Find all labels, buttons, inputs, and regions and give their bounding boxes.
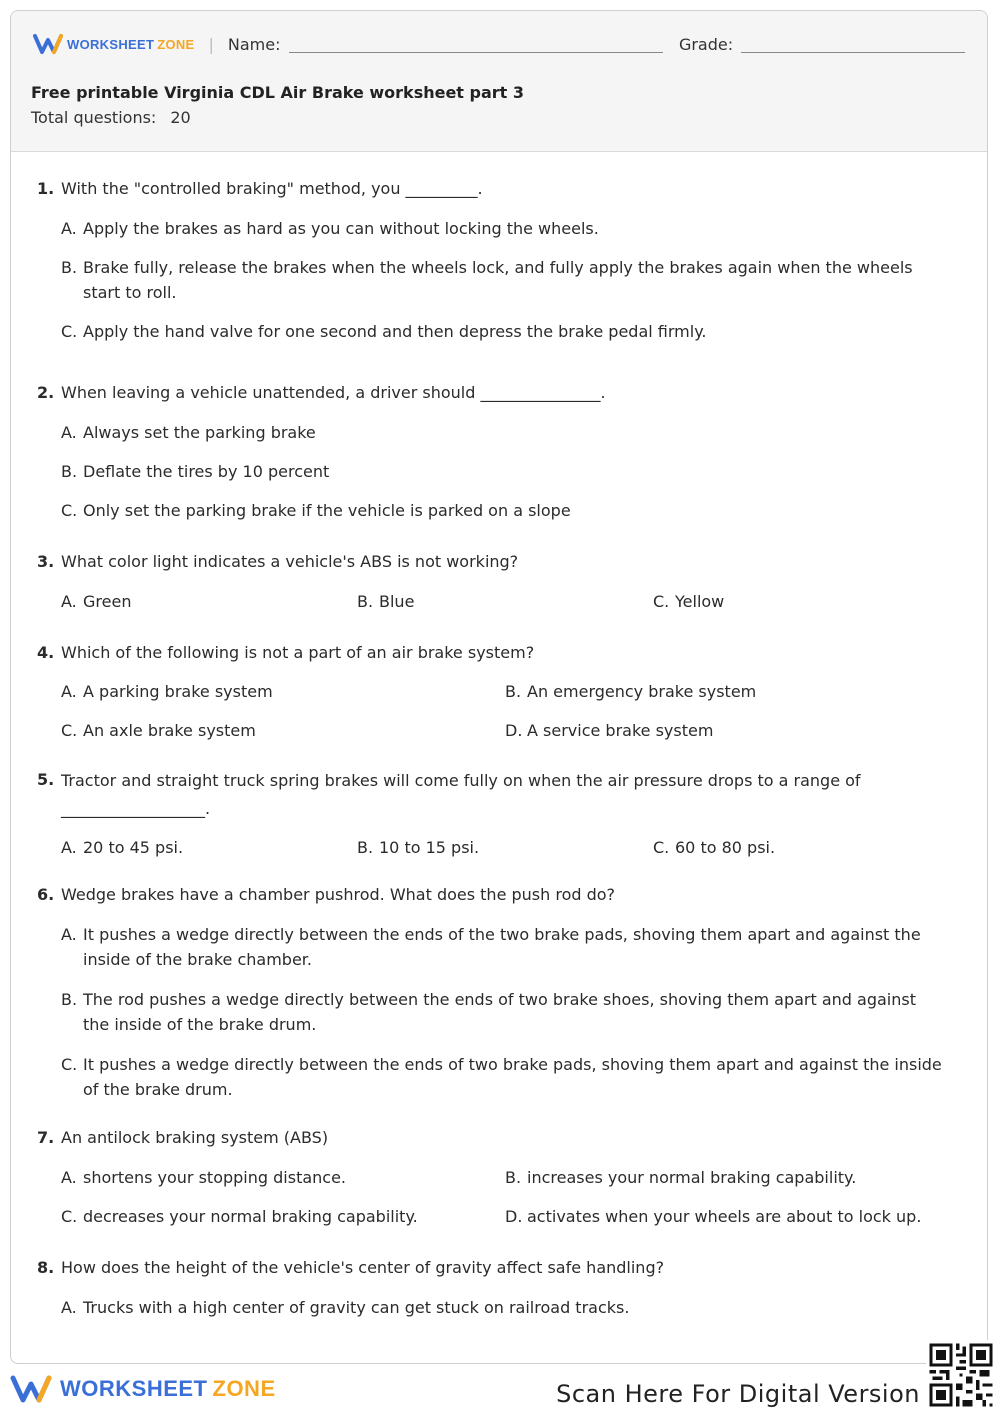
brand-zone: ZONE [157, 36, 195, 52]
option-text: decreases your normal braking capability. [83, 1207, 418, 1226]
option-b[interactable] [505, 1165, 949, 1190]
worksheet-zone-logo-icon [33, 33, 63, 55]
qr-code-icon[interactable] [926, 1340, 996, 1410]
footer-brand-zone: ZONE [212, 1376, 276, 1401]
option-letter: B. [357, 592, 374, 611]
option-text: Green [83, 592, 132, 611]
option-d[interactable] [505, 718, 949, 743]
option-text: Apply the brakes as hard as you can without locking the wheels. [83, 219, 599, 238]
question-4 [37, 640, 957, 743]
option-letter: D. [505, 1207, 523, 1226]
worksheet-title: Free printable Virginia CDL Air Brake worksheet part 3 [31, 83, 525, 102]
option-text: Yellow [675, 592, 725, 611]
footer-logo [10, 1374, 276, 1404]
question-1 [37, 176, 957, 344]
option-b[interactable] [61, 987, 931, 1037]
option-letter: B. [61, 990, 78, 1009]
option-b[interactable] [61, 255, 931, 305]
option-a[interactable] [61, 1165, 505, 1190]
brand-worksheet: WORKSHEET [67, 36, 155, 52]
option-text: Only set the parking brake if the vehicle is parked on a slope [83, 501, 571, 520]
option-text: 20 to 45 psi. [83, 838, 184, 857]
option-c[interactable] [61, 718, 505, 743]
question-text: Wedge brakes have a chamber pushrod. What does the push rod do? [61, 885, 616, 904]
option-letter: C. [61, 322, 78, 341]
footer-brand-worksheet: WORKSHEET [60, 1376, 208, 1401]
question-text: How does the height of the vehicle's center of gravity affect safe handling? [61, 1258, 665, 1277]
question-text: What color light indicates a vehicle's ABS is not working? [61, 552, 519, 571]
option-b[interactable] [61, 459, 957, 484]
question-3 [37, 549, 957, 614]
question-5 [37, 767, 957, 860]
question-number: 7. [37, 1128, 55, 1147]
option-b[interactable] [357, 835, 653, 860]
question-text: With the "controlled braking" method, you _________. [61, 179, 483, 198]
option-text: Blue [379, 592, 415, 611]
total-label: Total questions: [31, 108, 157, 127]
option-c[interactable] [61, 498, 957, 523]
divider: | [208, 34, 214, 54]
brand-row [33, 31, 965, 57]
option-text: It pushes a wedge directly between the ends of two brake pads, shoving them apart and against the inside of the brake drum. [83, 1055, 942, 1099]
option-text: An axle brake system [83, 721, 256, 740]
option-a[interactable] [61, 589, 357, 614]
question-text: Tractor and straight truck spring brakes will come fully on when the air pressure drops to a range of __________________. [61, 771, 861, 818]
option-letter: C. [653, 592, 670, 611]
option-letter: A. [61, 838, 77, 857]
option-text: Apply the hand valve for one second and then depress the brake pedal firmly. [83, 322, 707, 341]
option-letter: C. [653, 838, 670, 857]
question-text: When leaving a vehicle unattended, a driver should _______________. [61, 383, 606, 402]
worksheet-zone-logo-icon [10, 1374, 52, 1404]
total-questions [31, 108, 191, 127]
option-text: It pushes a wedge directly between the ends of the two brake pads, shoving them apart and against the inside of the brake chamber. [83, 925, 921, 969]
worksheet-page [10, 10, 988, 1364]
question-number: 5. [37, 770, 55, 789]
question-text: Which of the following is not a part of an air brake system? [61, 643, 535, 662]
grade-label: Grade: [678, 34, 734, 54]
option-b[interactable] [505, 679, 949, 704]
option-letter: A. [61, 925, 77, 944]
option-letter: C. [61, 1207, 78, 1226]
option-letter: C. [61, 501, 78, 520]
option-letter: B. [61, 258, 78, 277]
option-letter: A. [61, 1298, 77, 1317]
option-c[interactable] [61, 1204, 505, 1229]
option-text: An emergency brake system [527, 682, 757, 701]
option-c[interactable] [61, 319, 957, 344]
worksheet-header [11, 11, 987, 152]
question-8 [37, 1255, 957, 1320]
question-7 [37, 1125, 957, 1229]
option-text: 10 to 15 psi. [379, 838, 480, 857]
question-2 [37, 380, 957, 523]
grade-field[interactable] [741, 36, 965, 53]
option-c[interactable] [653, 835, 949, 860]
option-c[interactable] [61, 1052, 951, 1102]
option-text: The rod pushes a wedge directly between the ends of two brake shoes, shoving them apart and against the inside of the brake drum. [83, 990, 916, 1034]
option-a[interactable] [61, 679, 505, 704]
option-letter: A. [61, 423, 77, 442]
header-logo [33, 33, 195, 55]
question-6 [37, 882, 957, 1102]
option-letter: C. [61, 1055, 78, 1074]
scan-caption: Scan Here For Digital Version [556, 1380, 920, 1408]
option-text: shortens your stopping distance. [83, 1168, 347, 1187]
option-b[interactable] [357, 589, 653, 614]
question-number: 2. [37, 383, 55, 402]
option-text: A parking brake system [83, 682, 273, 701]
total-value: 20 [170, 108, 191, 127]
option-text: A service brake system [527, 721, 714, 740]
option-text: Deflate the tires by 10 percent [83, 462, 330, 481]
option-a[interactable] [61, 922, 931, 972]
option-letter: B. [505, 682, 522, 701]
option-letter: A. [61, 592, 77, 611]
name-field[interactable] [289, 36, 663, 53]
option-letter: D. [505, 721, 523, 740]
option-a[interactable] [61, 1295, 957, 1320]
option-a[interactable] [61, 216, 957, 241]
option-text: increases your normal braking capability. [527, 1168, 857, 1187]
page-footer [0, 1364, 1000, 1414]
option-c[interactable] [653, 589, 949, 614]
option-text: activates when your wheels are about to lock up. [527, 1207, 922, 1226]
option-a[interactable] [61, 420, 957, 445]
question-number: 3. [37, 552, 55, 571]
name-label: Name: [227, 34, 281, 54]
option-letter: B. [357, 838, 374, 857]
question-number: 4. [37, 643, 55, 662]
question-text: An antilock braking system (ABS) [61, 1128, 329, 1147]
option-d[interactable] [505, 1204, 949, 1229]
option-letter: A. [61, 682, 77, 701]
option-letter: A. [61, 219, 77, 238]
option-text: 60 to 80 psi. [675, 838, 776, 857]
option-text: Trucks with a high center of gravity can get stuck on railroad tracks. [83, 1298, 630, 1317]
option-text: Brake fully, release the brakes when the wheels lock, and fully apply the brakes again when the wheels start to roll. [83, 258, 913, 302]
option-letter: C. [61, 721, 78, 740]
question-number: 6. [37, 885, 55, 904]
option-letter: B. [61, 462, 78, 481]
option-text: Always set the parking brake [83, 423, 316, 442]
question-number: 1. [37, 179, 55, 198]
question-number: 8. [37, 1258, 55, 1277]
option-letter: B. [505, 1168, 522, 1187]
option-a[interactable] [61, 835, 357, 860]
option-letter: A. [61, 1168, 77, 1187]
